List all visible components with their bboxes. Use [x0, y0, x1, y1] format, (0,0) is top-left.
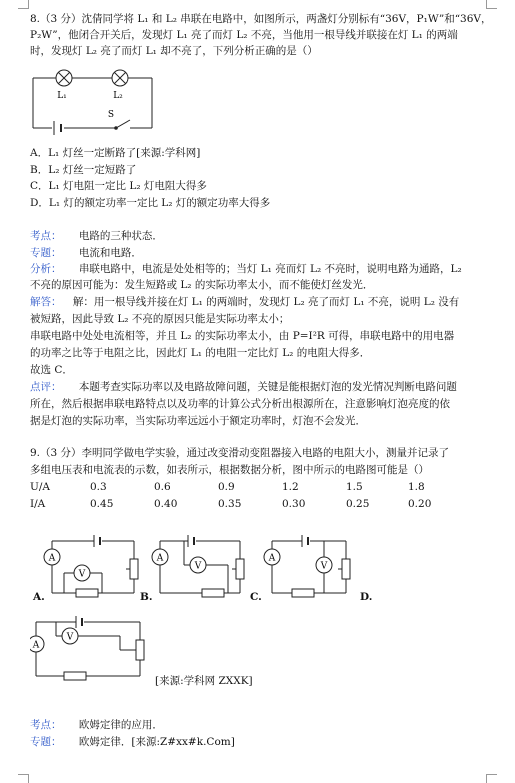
q9-zhuanti [30, 735, 490, 750]
q9-table-u-label: U/A [30, 481, 50, 493]
q9-table-row-u [30, 481, 490, 495]
q9-option-a-label: A. [33, 591, 45, 603]
q9-circuit-d [30, 614, 145, 684]
ammeter-label: A [268, 553, 276, 564]
q9-table-u-cell: 1.2 [282, 481, 299, 493]
voltmeter-label: V [66, 632, 74, 643]
q8-stem-line-3: 时，发现灯 L₂ 亮了而灯 L₁ 却不亮了，下列分析正确的是（） [30, 45, 318, 57]
q8-dianping-text-2: 所在，然后根据串联电路特点以及功率的计算公式分析出根源所在，注意影响灯泡亮度的依 [30, 398, 450, 410]
resistor-symbol [76, 589, 98, 597]
q9-kaodian-label: 考点： [30, 719, 62, 731]
rheostat-symbol [130, 559, 138, 579]
q9-table-i-cell: 0.40 [154, 498, 178, 510]
crop-mark-bottom-right [486, 774, 497, 783]
resistor-symbol [64, 672, 86, 680]
q9-option-c-label: C. [250, 591, 262, 603]
q9-kaodian-text: 欧姆定律的应用． [78, 719, 163, 731]
q8-jieda-text-5: 故选 C． [30, 364, 73, 376]
resistor-symbol [292, 589, 314, 597]
voltmeter-label: V [78, 569, 86, 580]
q9-zhuanti-label: 专题： [30, 736, 62, 748]
q8-jieda-1 [30, 295, 490, 310]
q8-zhuanti-text: 电流和电路． [78, 247, 142, 259]
q8-kaodian [30, 229, 490, 244]
q9-table-i-cell: 0.25 [346, 498, 370, 510]
q9-table-i-cell: 0.35 [218, 498, 242, 510]
q9-circuit-c [262, 535, 354, 599]
q9-table-i-label: I/A [30, 498, 46, 510]
q9-option-b-label: B. [140, 591, 153, 603]
q9-kaodian [30, 718, 490, 733]
q8-stem-line-1: 8.（3 分）沈倩同学将 L₁ 和 L₂ 串联在电路中，如图所示，两盏灯分别标有“36V，P₁W”和“36V， [30, 13, 492, 25]
q8-kaodian-text: 电路的三种状态． [78, 230, 163, 242]
switch-label: S [107, 110, 115, 120]
lamp-l1-label: L₁ [57, 91, 67, 101]
q8-fenxi-text-1: 串联电路中，电流是处处相等的；当灯 L₁ 亮而灯 L₂ 不亮时，说明电路为通路，L₂ [78, 263, 462, 275]
q8-kaodian-label: 考点： [30, 230, 62, 242]
lamp-l2-label: L₂ [113, 91, 123, 101]
q8-circuit-diagram [30, 62, 160, 138]
q8-jieda-text-3: 串联电路中处处电流相等，并且 L₂ 的实际功率太小，由 P=I²R 可得，串联电路中的用电器 [30, 330, 455, 342]
q9-circuit-b [150, 535, 248, 599]
crop-mark-top-right [486, 0, 497, 9]
q8-zhuanti [30, 246, 490, 261]
q9-table-row-i [30, 498, 490, 512]
q9-source-note: [来源:学科网 ZXXK] [155, 675, 253, 687]
voltmeter-label: V [320, 561, 328, 572]
q8-stem-line-2: P₂W”，他闭合开关后，发现灯 L₁ 亮了而灯 L₂ 不亮，当他用一根导线并联接在灯 L₁ 的两端 [30, 29, 458, 41]
q9-table-u-cell: 1.5 [346, 481, 363, 493]
ammeter-label: A [156, 553, 164, 564]
q9-table-i-cell: 0.45 [90, 498, 114, 510]
q8-dianping-label: 点评： [30, 381, 62, 393]
q8-zhuanti-label: 专题： [30, 247, 62, 259]
q9-table-u-cell: 0.6 [154, 481, 171, 493]
q9-table-u-cell: 0.3 [90, 481, 107, 493]
voltmeter-label: V [194, 561, 202, 572]
q9-table-u-cell: 1.8 [408, 481, 425, 493]
q8-option-d: D．L₁ 灯的额定功率一定比 L₂ 灯的额定功率大得多 [30, 197, 271, 209]
rheostat-symbol [342, 559, 350, 579]
rheostat-symbol [236, 559, 244, 579]
q8-dianping-text-1: 本题考查实际功率以及电路故障问题，关键是能根据灯泡的发光情况判断电路问题 [78, 381, 457, 393]
q9-option-d-label: D. [360, 591, 373, 603]
q8-fenxi-text-2: 不亮的原因可能为：发生短路或 L₂ 的实际功率太小，而不能使灯丝发光． [30, 279, 374, 291]
ammeter-label: A [48, 553, 56, 564]
q8-dianping-1 [30, 380, 490, 395]
rheostat-symbol [136, 640, 144, 660]
q8-fenxi-label: 分析： [30, 263, 62, 275]
q8-option-a: A．L₁ 灯丝一定断路了[来源:学科网] [30, 147, 201, 159]
q8-jieda-label: 解答： [30, 296, 62, 308]
q9-circuit-a [42, 535, 140, 599]
switch-symbol [116, 120, 130, 128]
q9-table-i-cell: 0.30 [282, 498, 306, 510]
q9-stem-line-1: 9.（3 分）李明同学做电学实验，通过改变滑动变阻器接入电路的电阻大小，测量并记录了 [30, 447, 450, 459]
q9-table-u-cell: 0.9 [218, 481, 235, 493]
q8-dianping-text-3: 据是灯泡的实际功率，当实际功率远远小于额定功率时，灯泡不会发光． [30, 415, 366, 427]
crop-mark-bottom-left [18, 774, 29, 783]
crop-mark-top-left [18, 0, 29, 9]
q9-zhuanti-text: 欧姆定律．[来源:Z#xx#k.Com] [78, 736, 235, 748]
ammeter-label: A [32, 640, 40, 651]
q8-jieda-text-4: 的功率之比等于电阻之比，因此灯 L₁ 的电阻一定比灯 L₂ 的电阻大得多． [30, 347, 371, 359]
q8-option-c: C．L₁ 灯电阻一定比 L₂ 灯电阻大得多 [30, 180, 207, 192]
resistor-symbol [202, 589, 224, 597]
q8-option-b: B．L₂ 灯丝一定短路了 [30, 164, 137, 176]
q8-jieda-text-1: 解：用一根导线并接在灯 L₁ 的两端时，发现灯 L₂ 亮了而灯 L₁ 不亮，说明 L₂ 没有 [72, 296, 460, 308]
q8-fenxi-1 [30, 262, 490, 277]
q9-stem-line-2: 多组电压表和电流表的示数，如表所示，根据数据分析，图中所示的电路图可能是（） [30, 464, 429, 476]
q9-table-i-cell: 0.20 [408, 498, 432, 510]
q8-jieda-text-2: 被短路，因此导致 L₂ 不亮的原因只能是实际功率太小； [30, 313, 290, 325]
